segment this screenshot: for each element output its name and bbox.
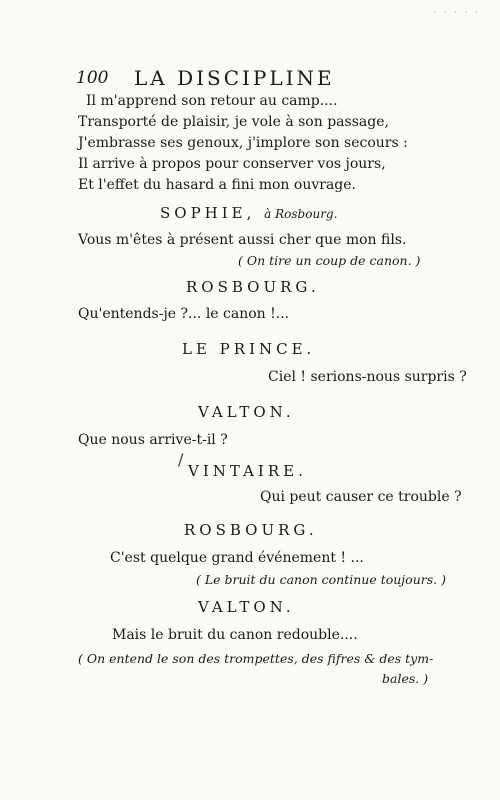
- dialogue-line: Qu'entends-je ?... le canon !...: [78, 306, 290, 322]
- speaker-name: ROSBOURG.: [186, 278, 320, 296]
- stage-direction: ( Le bruit du canon continue toujours. ): [196, 572, 446, 587]
- speaker-name: VINTAIRE.: [188, 462, 307, 480]
- running-head: LA DISCIPLINE: [134, 66, 335, 90]
- dialogue-line: Mais le bruit du canon redouble....: [112, 627, 358, 643]
- addressee-direction: à Rosbourg.: [264, 207, 338, 221]
- speaker-name: VALTON.: [198, 403, 295, 421]
- stage-direction: ( On entend le son des trompettes, des fifres & des tym-: [78, 651, 434, 666]
- verse-line: Il m'apprend son retour au camp....: [86, 93, 338, 109]
- verse-line: J'embrasse ses genoux, j'implore son secours :: [78, 135, 408, 151]
- speaker-label: SOPHIE,: [160, 204, 256, 222]
- page-header: [76, 66, 436, 92]
- speaker-name: ROSBOURG.: [184, 521, 318, 539]
- verse-line: Il arrive à propos pour conserver vos jours,: [78, 156, 386, 172]
- verse-line: Transporté de plaisir, je vole à son passage,: [78, 114, 389, 130]
- dialogue-line: Qui peut causer ce trouble ?: [260, 489, 462, 505]
- stage-direction: ( On tire un coup de canon. ): [238, 253, 421, 268]
- speaker-name: VALTON.: [198, 598, 295, 616]
- dialogue-line: Que nous arrive-t-il ?: [78, 432, 228, 448]
- handwritten-tick-mark: /: [178, 450, 184, 469]
- dialogue-line: C'est quelque grand événement ! ...: [110, 550, 364, 566]
- stage-direction-continuation: bales. ): [382, 671, 429, 686]
- dialogue-line: Ciel ! serions-nous surpris ?: [268, 369, 467, 385]
- dialogue-line: Vous m'êtes à présent aussi cher que mon fils.: [78, 232, 407, 248]
- speaker-name: LE PRINCE.: [182, 340, 316, 358]
- page-number: 100: [76, 68, 109, 88]
- verse-line: Et l'effet du hasard a fini mon ouvrage.: [78, 177, 356, 193]
- speaker-name: [160, 204, 337, 222]
- page-edge-marks: · · · · ·: [433, 8, 480, 19]
